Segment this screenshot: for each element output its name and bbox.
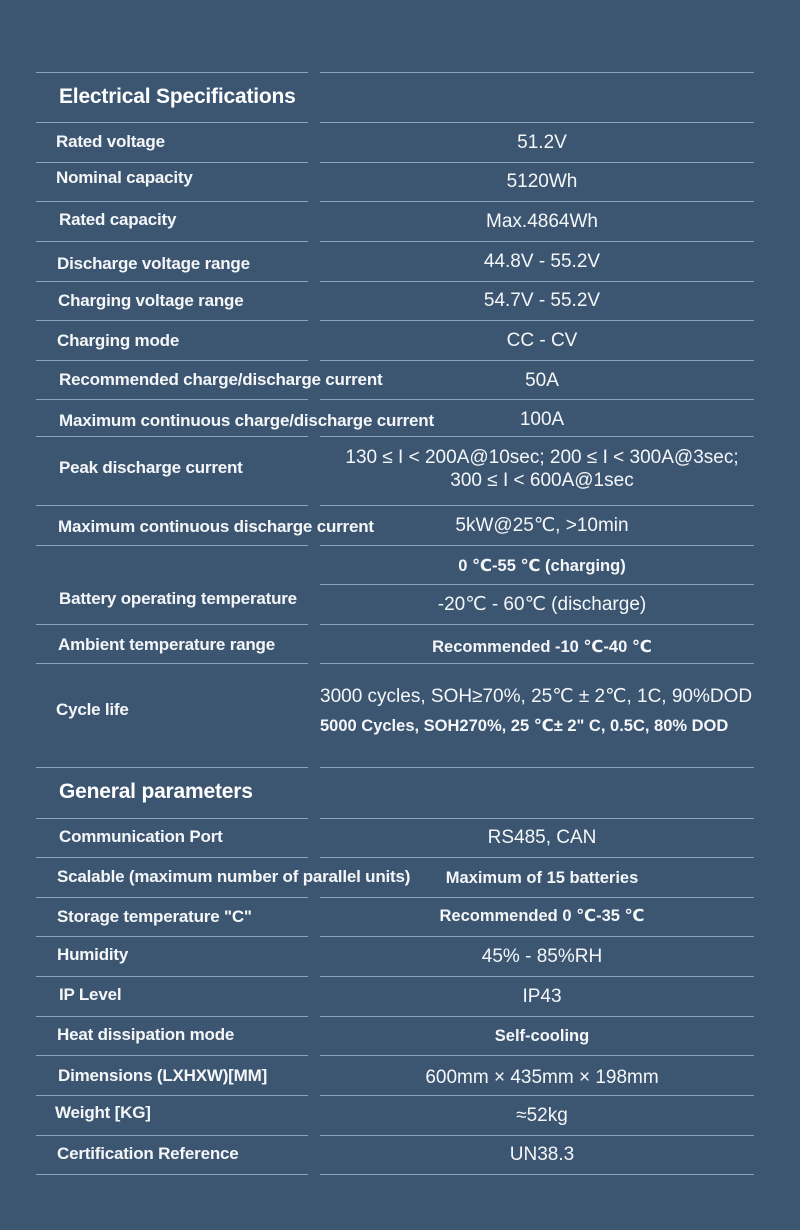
spec-value: 3000 cycles, SOH≥70%, 25℃ ± 2℃, 1C, 90%DOD <box>320 686 753 707</box>
spec-value: 300 ≤ I < 600A@1sec <box>450 470 634 491</box>
spec-label: Scalable (maximum number of parallel units) <box>57 867 411 886</box>
spec-label: Discharge voltage range <box>57 254 250 273</box>
spec-label: Maximum continuous discharge current <box>58 517 374 536</box>
spec-value: 5kW@25℃, >10min <box>455 515 629 536</box>
spec-label: Charging voltage range <box>58 291 244 310</box>
spec-value: 600mm × 435mm × 198mm <box>425 1067 659 1088</box>
spec-label: Weight [KG] <box>55 1103 151 1122</box>
spec-value: 54.7V - 55.2V <box>483 290 601 311</box>
spec-value: UN38.3 <box>509 1144 575 1165</box>
spec-value: 45% - 85%RH <box>481 946 603 967</box>
spec-value: 44.8V - 55.2V <box>483 251 601 272</box>
spec-label: Dimensions (LXHXW)[MM] <box>58 1066 268 1085</box>
spec-label: IP Level <box>59 985 122 1004</box>
spec-label: Peak discharge current <box>59 458 243 477</box>
spec-label: Battery operating temperature <box>59 589 297 608</box>
spec-value: 130 ≤ I < 200A@10sec; 200 ≤ I < 300A@3sec; <box>345 447 739 468</box>
spec-value: Self-cooling <box>494 1027 590 1045</box>
spec-value: RS485, CAN <box>487 827 597 848</box>
spec-label: Recommended charge/discharge current <box>59 370 383 389</box>
spec-label: Charging mode <box>57 331 180 350</box>
spec-value: 0 ℃-55 ℃ (charging) <box>458 557 626 575</box>
spec-value: Max.4864Wh <box>486 211 598 232</box>
spec-value: 51.2V <box>517 132 567 153</box>
spec-label: Humidity <box>57 945 129 964</box>
spec-value: -20℃ - 60℃ (discharge) <box>437 594 647 615</box>
spec-value: ≈52kg <box>516 1105 568 1126</box>
spec-label: Rated capacity <box>59 210 177 229</box>
spec-label: Communication Port <box>59 827 223 846</box>
spec-value: Recommended 0 ℃-35 ℃ <box>439 907 645 925</box>
spec-label: Nominal capacity <box>56 168 193 187</box>
section-title-general: General parameters <box>59 780 253 803</box>
spec-value: 50A <box>525 370 559 391</box>
spec-value: CC - CV <box>506 330 578 351</box>
spec-label: Rated voltage <box>56 132 165 151</box>
spec-value: Recommended -10 ℃-40 ℃ <box>432 638 652 656</box>
spec-value: Maximum of 15 batteries <box>445 869 639 887</box>
spec-value: 100A <box>519 409 565 430</box>
spec-label: Ambient temperature range <box>58 635 275 654</box>
spec-value: IP43 <box>522 986 562 1007</box>
spec-label: Maximum continuous charge/discharge current <box>59 411 434 430</box>
spec-label: Heat dissipation mode <box>57 1025 235 1044</box>
section-title-electrical: Electrical Specifications <box>59 85 296 108</box>
spec-label: Storage temperature "C" <box>57 907 252 926</box>
spec-value: 5120Wh <box>506 171 578 192</box>
spec-value: 5000 Cycles, SOH270%, 25 ℃± 2" C, 0.5C, 80% DOD <box>320 717 729 735</box>
spec-label: Certification Reference <box>57 1144 239 1163</box>
spec-label: Cycle life <box>56 700 129 719</box>
